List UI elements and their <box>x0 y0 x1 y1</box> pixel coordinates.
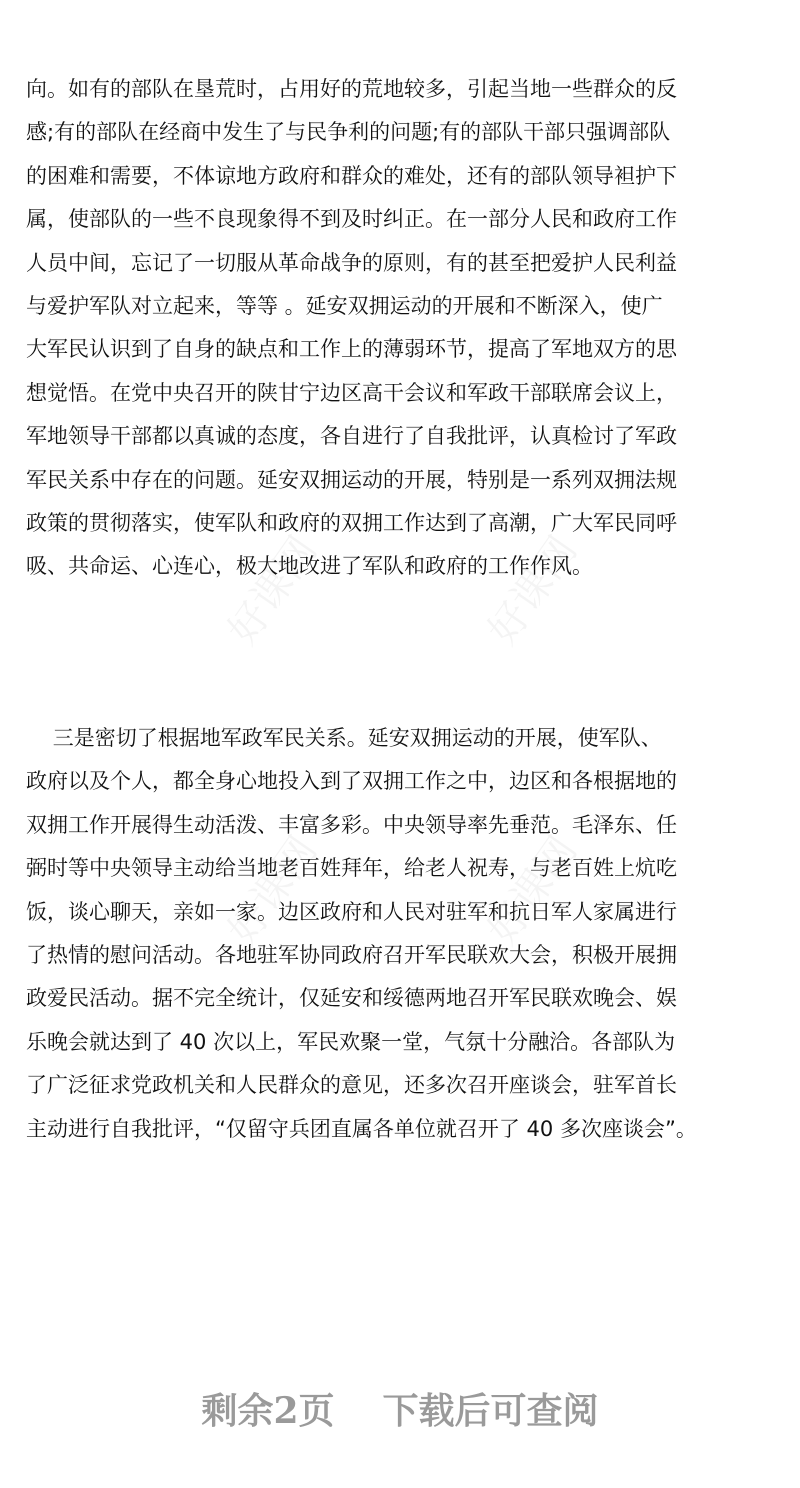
text-line: 饭，谈心聊天，亲如一家。边区政府和人民对驻军和抗日军人家属进行 <box>26 899 677 924</box>
text-line: 吸、共命运、心连心，极大地改进了军队和政府的工作作风。 <box>26 554 593 579</box>
text-line: 政策的贯彻落实，使军队和政府的双拥工作达到了高潮，广大军民同呼 <box>26 510 677 535</box>
text-line: 军民关系中存在的问题。延安双拥运动的开展，特别是一系列双拥法规 <box>26 467 677 492</box>
text-line: 了广泛征求党政机关和人民群众的意见，还多次召开座谈会，驻军首长 <box>26 1073 677 1098</box>
text-line: 政爱民活动。据不完全统计，仅延安和绥德两地召开军民联欢晚会、娱 <box>26 986 677 1011</box>
text-line: 主动进行自我批评，“仅留守兵团直属各单位就召开了 40 多次座谈会”。 <box>26 1116 697 1141</box>
paragraph-2 <box>26 717 776 1151</box>
text-line: 感;有的部队在经商中发生了与民争利的问题;有的部队干部只强调部队 <box>26 120 671 145</box>
text-line: 向。如有的部队在垦荒时，占用好的荒地较多，引起当地一些群众的反 <box>26 77 677 101</box>
text-line: 乐晚会就达到了 40 次以上，军民欢聚一堂，气氛十分融洽。各部队为 <box>26 1029 676 1054</box>
text-line: 的困难和需要，不体谅地方政府和群众的难处，还有的部队领导袒护下 <box>26 163 677 188</box>
text-line: 与爱护军队对立起来，等等 。延安双拥运动的开展和不断深入，使广 <box>26 293 663 318</box>
remaining-pages-label[interactable]: 剩余2页 <box>201 1390 335 1432</box>
text-line: 政府以及个人，都全身心地投入到了双拥工作之中，边区和各根据地的 <box>26 769 677 794</box>
download-to-view-label[interactable]: 下载后可查阅 <box>382 1390 599 1432</box>
text-line: 三是密切了根据地军政军民关系。延安双拥运动的开展，使军队、 <box>26 726 662 750</box>
download-prompt[interactable] <box>0 1386 800 1436</box>
paragraph-1 <box>26 68 776 589</box>
text-line: 想觉悟。在党中央召开的陕甘宁边区高干会议和军政干部联席会议上， <box>26 380 677 405</box>
text-line: 了热情的慰问活动。各地驻军协同政府召开军民联欢大会，积极开展拥 <box>26 942 677 967</box>
text-line: 军地领导干部都以真诚的态度，各自进行了自我批评，认真检讨了军政 <box>26 424 677 449</box>
text-line: 大军民认识到了自身的缺点和工作上的薄弱环节，提高了军地双方的思 <box>26 337 677 362</box>
text-line: 双拥工作开展得生动活泼、丰富多彩。中央领导率先垂范。毛泽东、任 <box>26 812 677 837</box>
text-line: 属，使部队的一些不良现象得不到及时纠正。在一部分人民和政府工作 <box>26 207 677 232</box>
text-line: 弼时等中央领导主动给当地老百姓拜年，给老人祝寿，与老百姓上炕吃 <box>26 856 677 881</box>
text-line: 人员中间，忘记了一切服从革命战争的原则，有的甚至把爱护人民利益 <box>26 250 677 275</box>
